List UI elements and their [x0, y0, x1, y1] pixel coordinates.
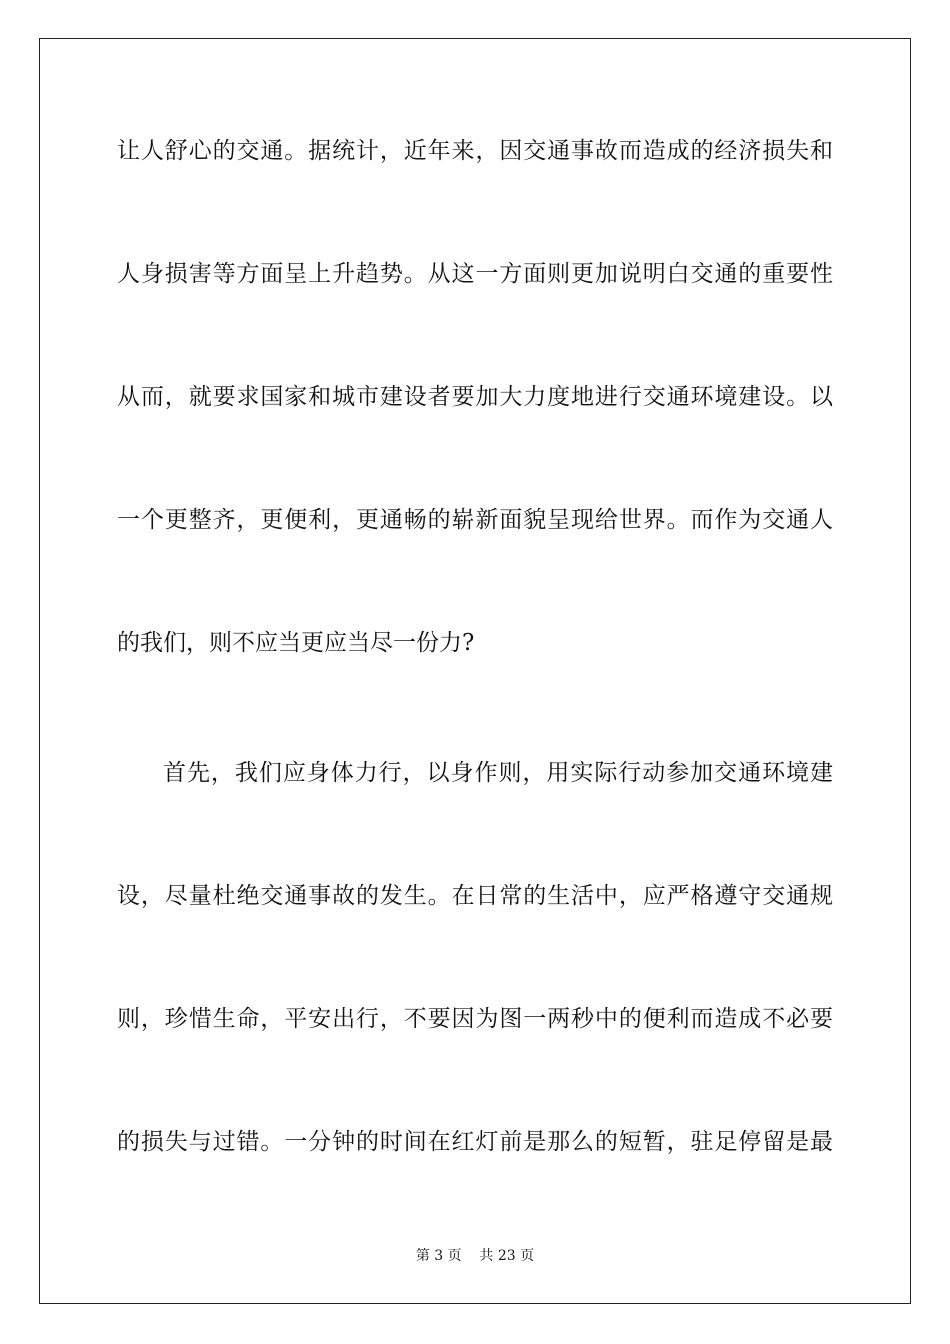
paragraph-line-9: 的损失与过错。一分钟的时间在红灯前是那么的短暂，驻足停留是最	[117, 1129, 833, 1155]
page-number-footer: 第 3 页 共 23 页	[415, 1248, 535, 1264]
paragraph-line-6: 首先，我们应身体力行，以身作则，用实际行动参加交通环境建	[163, 760, 833, 786]
paragraph-line-4: 一个更整齐，更便利，更通畅的崭新面貌呈现给世界。而作为交通人	[117, 507, 833, 533]
page-border	[39, 38, 911, 1304]
paragraph-line-3: 从而，就要求国家和城市建设者要加大力度地进行交通环境建设。以	[117, 384, 833, 410]
paragraph-line-2: 人身损害等方面呈上升趋势。从这一方面则更加说明白交通的重要性	[117, 261, 833, 287]
paragraph-line-1: 让人舒心的交通。据统计，近年来，因交通事故而造成的经济损失和	[117, 138, 833, 164]
paragraph-line-5: 的我们，则不应当更应当尽一份力?	[117, 630, 475, 656]
paragraph-line-7: 设，尽量杜绝交通事故的发生。在日常的生活中，应严格遵守交通规	[117, 883, 833, 909]
paragraph-line-8: 则，珍惜生命，平安出行，不要因为图一两秒中的便利而造成不必要	[117, 1006, 833, 1032]
